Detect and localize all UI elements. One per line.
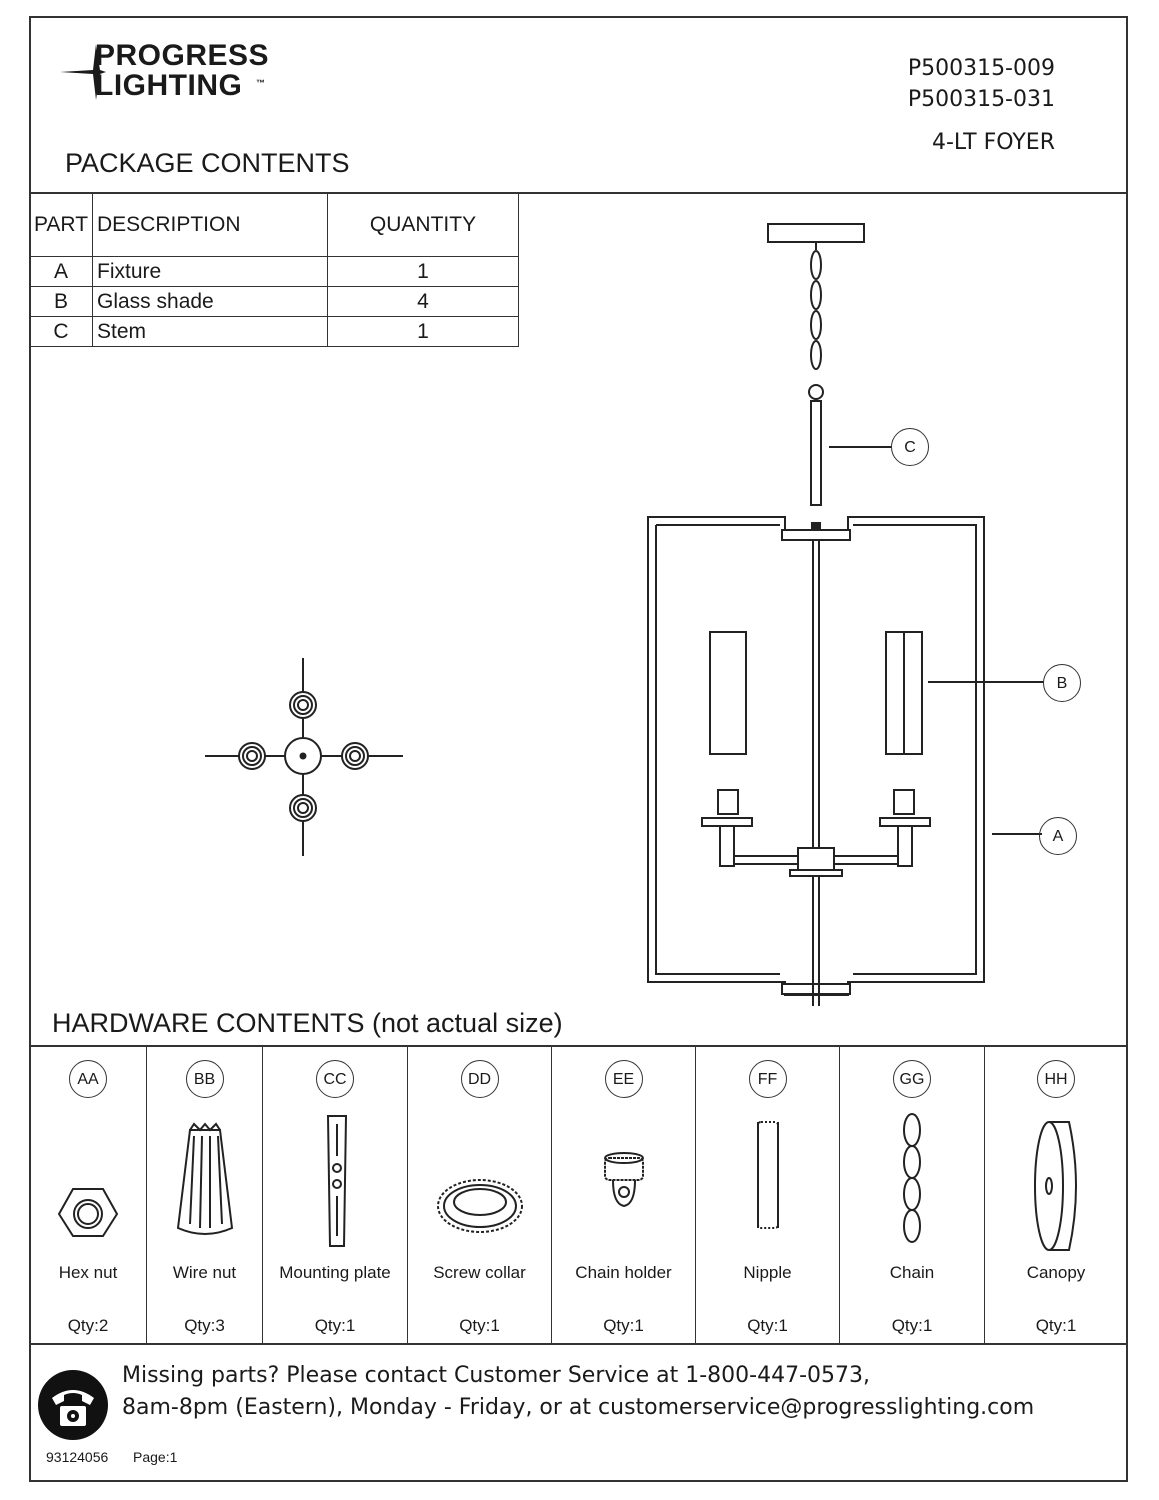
hardware-code: HH — [1037, 1060, 1075, 1098]
table-row — [30, 287, 519, 317]
callout-a: A — [1039, 817, 1077, 855]
header-quantity: QUANTITY — [328, 194, 519, 257]
screw-collar-icon — [435, 1106, 525, 1256]
logo-line-1: PROGRESS — [95, 39, 270, 72]
description-cell: Fixture — [93, 257, 328, 287]
hardware-code: DD — [461, 1060, 499, 1098]
product-name: 4-LT FOYER — [932, 130, 1055, 155]
package-contents-title: PACKAGE CONTENTS — [65, 148, 350, 178]
hardware-code: FF — [749, 1060, 787, 1098]
model-number-1: P500315-009 — [907, 56, 1055, 81]
chain-icon — [867, 1106, 957, 1256]
hardware-name: Screw collar — [433, 1263, 526, 1282]
hardware-name: Chain holder — [575, 1263, 672, 1282]
hardware-qty: Qty:1 — [603, 1316, 644, 1335]
hardware-qty: Qty:3 — [184, 1316, 225, 1335]
hardware-name: Nipple — [743, 1263, 792, 1282]
chain-holder-icon — [579, 1106, 669, 1256]
mounting-plate-icon — [290, 1106, 380, 1256]
hardware-name: Hex nut — [58, 1263, 118, 1282]
header-part: PART — [30, 194, 93, 257]
hardware-name: Wire nut — [172, 1263, 237, 1282]
nipple-icon — [723, 1106, 813, 1256]
callout-b: B — [1043, 664, 1081, 702]
hardware-code: BB — [186, 1060, 224, 1098]
hex-nut-icon — [43, 1106, 133, 1256]
page-number: Page:1 — [133, 1449, 178, 1465]
hardware-qty: Qty:2 — [67, 1316, 109, 1335]
hardware-code: GG — [893, 1060, 931, 1098]
hardware-qty: Qty:1 — [459, 1316, 500, 1335]
model-number-2: P500315-031 — [907, 87, 1055, 112]
quantity-cell: 1 — [328, 317, 519, 347]
hardware-qty: Qty:1 — [891, 1316, 933, 1335]
part-cell: B — [30, 287, 93, 317]
contact-line-1: Missing parts? Please contact Customer Service at 1-800-447-0573, — [122, 1363, 871, 1388]
quantity-cell: 1 — [328, 257, 519, 287]
hardware-contents-title: HARDWARE CONTENTS (not actual size) — [52, 1008, 563, 1038]
table-row — [30, 257, 519, 287]
hardware-name: Mounting plate — [279, 1263, 391, 1282]
logo-line-2: LIGHTING — [95, 69, 243, 102]
hardware-item-gg — [840, 1046, 984, 1344]
hardware-item-ee — [552, 1046, 695, 1344]
description-cell: Stem — [93, 317, 328, 347]
part-cell: A — [30, 257, 93, 287]
canopy-icon — [1011, 1106, 1101, 1256]
part-cell: C — [30, 317, 93, 347]
contact-line-2: 8am-8pm (Eastern), Monday - Friday, or at customerservice@progresslighting.com — [122, 1395, 1035, 1420]
hardware-name: Chain — [889, 1263, 935, 1282]
hardware-qty: Qty:1 — [314, 1316, 356, 1335]
parts-table-header — [30, 194, 519, 257]
hardware-item-aa — [30, 1046, 146, 1344]
hardware-code: EE — [605, 1060, 643, 1098]
logo-trademark: ™ — [256, 78, 265, 88]
hardware-item-bb — [147, 1046, 262, 1344]
hardware-qty: Qty:1 — [1035, 1316, 1077, 1335]
hardware-item-ff — [696, 1046, 839, 1344]
document-number: 93124056 — [46, 1449, 109, 1465]
hardware-code: AA — [69, 1060, 107, 1098]
description-cell: Glass shade — [93, 287, 328, 317]
parts-table — [29, 193, 519, 347]
fixture-top-view-diagram — [195, 650, 415, 865]
hardware-name: Canopy — [1026, 1263, 1086, 1282]
hardware-item-dd — [408, 1046, 551, 1344]
hardware-code: CC — [316, 1060, 354, 1098]
telephone-icon — [36, 1368, 110, 1442]
hardware-qty: Qty:1 — [747, 1316, 788, 1335]
fixture-side-view-diagram — [640, 220, 1100, 1010]
hardware-item-hh — [985, 1046, 1127, 1344]
wire-nut-icon — [160, 1106, 250, 1256]
brand-logo — [60, 40, 300, 106]
hardware-item-cc — [263, 1046, 407, 1344]
header-description: DESCRIPTION — [93, 194, 328, 257]
callout-c: C — [891, 428, 929, 466]
table-row — [30, 317, 519, 347]
quantity-cell: 4 — [328, 287, 519, 317]
